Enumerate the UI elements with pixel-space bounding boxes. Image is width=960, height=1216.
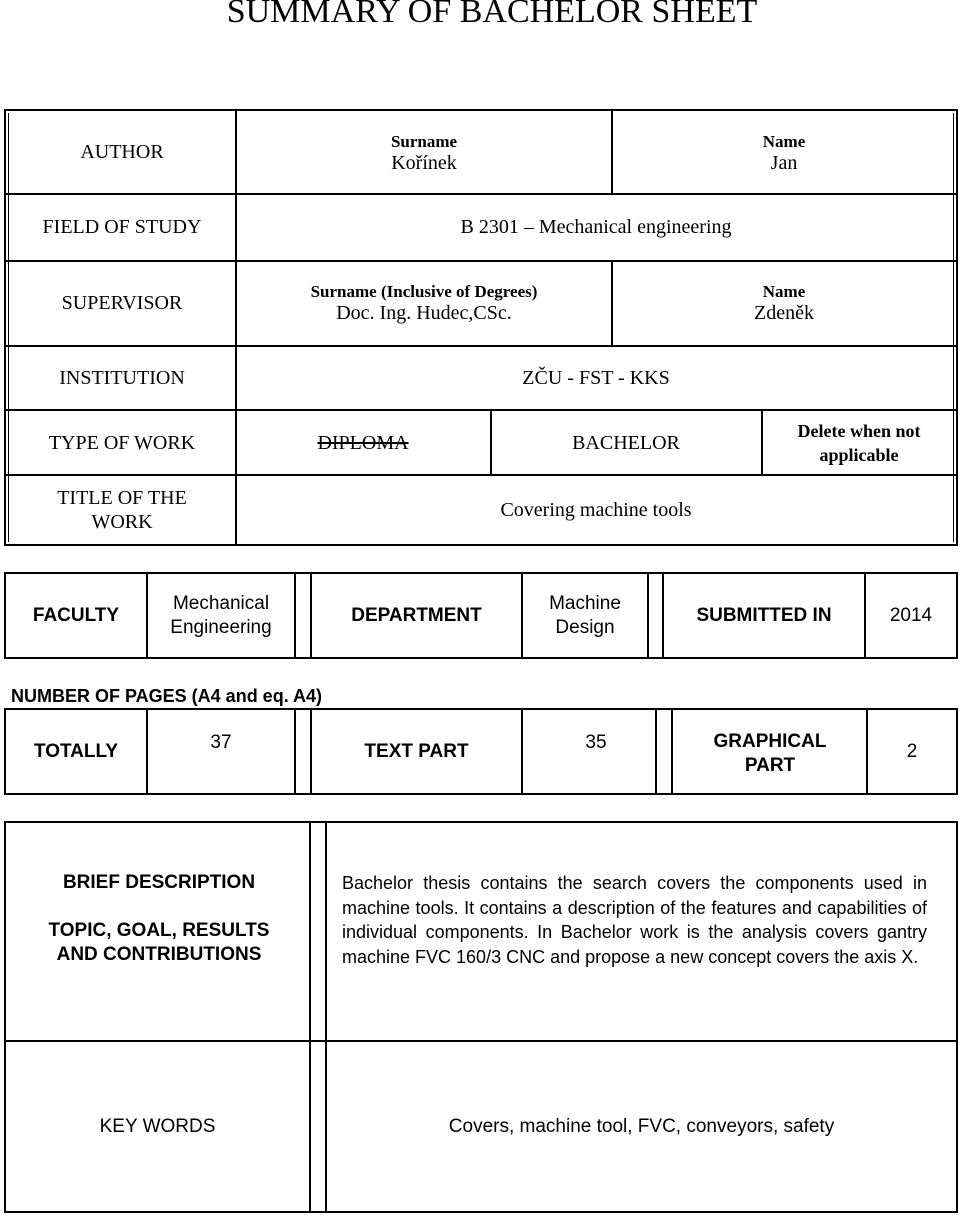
type-of-work-label: TYPE OF WORK	[48, 431, 196, 454]
totally-label: TOTALLY	[33, 741, 119, 762]
table-border	[956, 572, 958, 659]
column-divider	[309, 1040, 311, 1213]
column-divider	[146, 572, 148, 659]
institution-value: ZČU - FST - KKS	[522, 366, 670, 389]
column-divider	[309, 821, 311, 1041]
supervisor-name-label: Name	[762, 281, 806, 301]
table-border	[8, 113, 9, 542]
column-divider	[294, 572, 296, 659]
description-label: BRIEF DESCRIPTION	[62, 872, 256, 893]
department-value: Machine Design	[549, 593, 621, 638]
field-of-study-value: B 2301 – Mechanical engineering	[460, 216, 732, 238]
title-of-work-label: TITLE OF THE WORK	[57, 487, 187, 533]
supervisor-name: Zdeněk	[754, 301, 814, 324]
supervisor-surname-cell	[238, 272, 610, 334]
author-name-cell	[614, 120, 954, 186]
row-divider	[4, 345, 958, 347]
column-divider	[611, 109, 613, 195]
column-divider	[325, 821, 327, 1041]
table-border	[4, 821, 958, 823]
author-surname: Kořínek	[391, 151, 457, 174]
department-label: DEPARTMENT	[351, 605, 482, 626]
pages-heading: NUMBER OF PAGES (A4 and eq. A4)	[11, 686, 323, 706]
institution-label: INSTITUTION	[59, 366, 185, 389]
table-border	[4, 544, 958, 546]
type-option-bachelor: BACHELOR	[572, 431, 680, 454]
author-surname-cell	[238, 120, 610, 186]
column-divider	[235, 109, 237, 546]
totally-value: 37	[210, 732, 232, 753]
table-border	[4, 109, 958, 111]
supervisor-name-cell	[614, 272, 954, 334]
graphical-part-value: 2	[906, 741, 918, 762]
row-divider	[4, 1040, 958, 1042]
column-divider	[761, 409, 763, 476]
table-border	[4, 1211, 958, 1213]
title-of-work-value: Covering machine tools	[500, 498, 692, 521]
keywords-value: Covers, machine tool, FVC, conveyors, safety	[448, 1116, 835, 1137]
table-border	[956, 109, 958, 546]
submitted-value: 2014	[889, 605, 933, 626]
column-divider	[647, 572, 649, 659]
column-divider	[294, 708, 296, 795]
author-name-label: Name	[762, 131, 806, 151]
author-surname-label: Surname	[390, 131, 458, 151]
text-part-value: 35	[585, 732, 607, 753]
submitted-label: SUBMITTED IN	[696, 605, 832, 626]
column-divider	[611, 260, 613, 347]
author-label: AUTHOR	[80, 140, 164, 163]
supervisor-label: SUPERVISOR	[61, 291, 183, 314]
keywords-label: KEY WORDS	[99, 1116, 216, 1137]
graphical-part-label: GRAPHICAL PART	[713, 731, 827, 776]
author-name: Jan	[770, 151, 798, 174]
row-divider	[4, 260, 958, 262]
text-part-label: TEXT PART	[364, 741, 469, 762]
field-of-study-label: FIELD OF STUDY	[42, 216, 202, 238]
faculty-label: FACULTY	[32, 605, 120, 626]
faculty-value: Mechanical Engineering	[170, 593, 272, 638]
delete-note: Delete when not applicable	[797, 421, 921, 465]
column-divider	[671, 708, 673, 795]
table-border	[956, 821, 958, 1213]
column-divider	[490, 409, 492, 476]
supervisor-surname-label: Surname (Inclusive of Degrees)	[310, 281, 538, 301]
supervisor-surname: Doc. Ing. Hudec,CSc.	[336, 301, 512, 324]
column-divider	[521, 572, 523, 659]
description-topic-label: TOPIC, GOAL, RESULTS AND CONTRIBUTIONS	[48, 920, 270, 965]
type-option-diploma: DIPLOMA	[317, 431, 409, 454]
description-text: Bachelor thesis contains the search covers the components used in machine tools. It contains a description of the features and capabilities of individual components. In Bachelor work is the analysis covers gantry machine FVC 160/3 CNC and propose a new concept covers the axis X.	[342, 873, 927, 967]
row-divider	[4, 193, 958, 195]
row-divider	[4, 474, 958, 476]
row-divider	[4, 409, 958, 411]
table-border	[4, 109, 6, 546]
page-title: SUMMARY OF BACHELOR SHEET	[226, 0, 758, 30]
table-border	[956, 708, 958, 795]
